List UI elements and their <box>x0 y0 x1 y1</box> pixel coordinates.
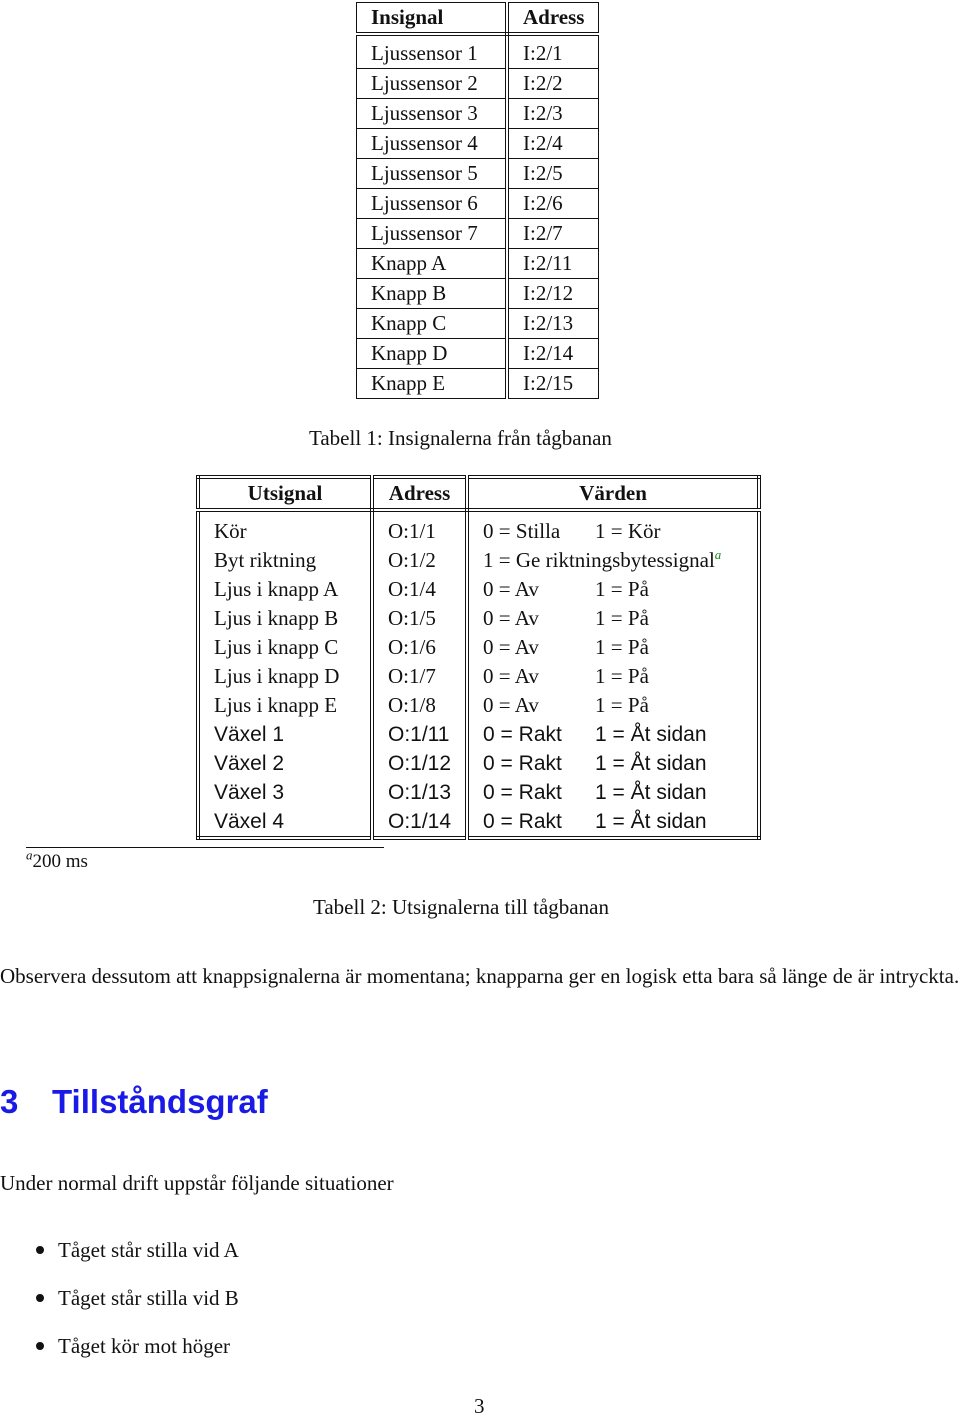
insignal-cell: Knapp A <box>357 249 508 279</box>
table-row <box>198 691 759 720</box>
values-cell <box>467 633 759 662</box>
address-cell: I:2/6 <box>507 189 599 219</box>
address-cell: I:2/4 <box>507 129 599 159</box>
bullet-item: Tåget står stilla vid A <box>36 1238 239 1263</box>
value-zero: 0 = Rakt <box>483 781 562 804</box>
value-zero: 0 = Av <box>483 635 539 659</box>
utsignal-cell: Ljus i knapp B <box>198 604 372 633</box>
table-row <box>198 778 759 807</box>
values-cell <box>467 546 759 575</box>
values-cell <box>467 749 759 778</box>
insignal-cell: Ljussensor 3 <box>357 99 508 129</box>
bullet-dot-icon <box>36 1342 44 1350</box>
address-cell: O:1/1 <box>372 510 467 546</box>
values-cell <box>467 662 759 691</box>
address-cell: I:2/14 <box>507 339 599 369</box>
table-row <box>357 339 599 369</box>
table-row <box>357 219 599 249</box>
values-cell <box>467 807 759 838</box>
address-cell: I:2/11 <box>507 249 599 279</box>
footnote-marker[interactable]: a <box>714 547 722 562</box>
address-cell: O:1/12 <box>372 749 467 778</box>
values-cell <box>467 778 759 807</box>
values-cell <box>467 604 759 633</box>
table2-header-varden: Värden <box>467 477 759 510</box>
insignal-cell: Knapp C <box>357 309 508 339</box>
bullet-item: Tåget står stilla vid B <box>36 1286 239 1311</box>
table-row <box>357 369 599 399</box>
address-cell: O:1/2 <box>372 546 467 575</box>
address-cell: I:2/13 <box>507 309 599 339</box>
address-cell: I:2/5 <box>507 159 599 189</box>
table-row <box>357 279 599 309</box>
utsignal-cell: Ljus i knapp C <box>198 633 372 662</box>
address-cell: I:2/2 <box>507 69 599 99</box>
table-row <box>198 662 759 691</box>
value-one: 1 = På <box>595 606 649 630</box>
table-row <box>357 99 599 129</box>
value-one: 1 = På <box>595 693 649 717</box>
insignal-cell: Knapp D <box>357 339 508 369</box>
value-one: 1 = Åt sidan <box>595 752 707 775</box>
bullet-dot-icon <box>36 1294 44 1302</box>
address-cell: O:1/7 <box>372 662 467 691</box>
utsignal-cell: Växel 1 <box>198 720 372 749</box>
address-cell: I:2/15 <box>507 369 599 399</box>
table-row <box>357 159 599 189</box>
value-zero: 0 = Av <box>483 577 539 601</box>
insignal-cell: Ljussensor 4 <box>357 129 508 159</box>
table2-caption: Tabell 2: Utsignalerna till tågbanan <box>313 895 609 919</box>
value-one: 1 = Kör <box>595 519 661 543</box>
section-number: 3 <box>0 1083 19 1120</box>
utsignal-cell: Kör <box>198 510 372 546</box>
value-one: 1 = Åt sidan <box>595 723 707 746</box>
table-row <box>357 189 599 219</box>
utsignal-cell: Ljus i knapp E <box>198 691 372 720</box>
table2-header-utsignal: Utsignal <box>198 477 372 510</box>
address-cell: O:1/4 <box>372 575 467 604</box>
table-row <box>198 807 759 838</box>
table-row <box>198 749 759 778</box>
values-cell <box>467 510 759 546</box>
table-row <box>198 546 759 575</box>
value-one: 1 = Åt sidan <box>595 781 707 804</box>
insignal-cell: Ljussensor 5 <box>357 159 508 189</box>
address-cell: O:1/5 <box>372 604 467 633</box>
address-cell: O:1/13 <box>372 778 467 807</box>
insignal-cell: Ljussensor 6 <box>357 189 508 219</box>
value-zero: 0 = Stilla <box>483 519 561 543</box>
value-zero: 0 = Av <box>483 664 539 688</box>
value-zero: 0 = Av <box>483 693 539 717</box>
table-row <box>357 249 599 279</box>
page-number: 3 <box>474 1394 485 1418</box>
address-cell: I:2/7 <box>507 219 599 249</box>
paragraph-normal-operation: Under normal drift uppstår följande situationer <box>0 1171 394 1195</box>
insignal-cell: Ljussensor 2 <box>357 69 508 99</box>
footnote-text: 200 ms <box>32 851 88 872</box>
table-row <box>357 69 599 99</box>
insignal-cell: Ljussensor 7 <box>357 219 508 249</box>
address-cell: O:1/6 <box>372 633 467 662</box>
address-cell: O:1/8 <box>372 691 467 720</box>
value-zero: 0 = Av <box>483 606 539 630</box>
insignal-cell: Knapp B <box>357 279 508 309</box>
footnote-marker: a <box>26 847 33 863</box>
table-row <box>357 309 599 339</box>
values-cell <box>467 575 759 604</box>
bullet-item: Tåget kör mot höger <box>36 1334 230 1359</box>
utsignal-cell: Växel 4 <box>198 807 372 838</box>
footnote <box>26 847 88 873</box>
table1-header-insignal: Insignal <box>357 3 508 35</box>
table-row <box>198 633 759 662</box>
address-cell: O:1/11 <box>372 720 467 749</box>
table2-header-adress: Adress <box>372 477 467 510</box>
section-heading <box>0 1083 268 1121</box>
utsignal-cell: Ljus i knapp D <box>198 662 372 691</box>
value-zero: 0 = Rakt <box>483 810 562 833</box>
output-signals-table <box>196 475 761 840</box>
values-cell <box>467 691 759 720</box>
paragraph-momentary-buttons: Observera dessutom att knappsignalerna är momentana; knapparna ger en logisk etta bara så länge de är intryckta. <box>0 964 960 988</box>
table1-header-adress: Adress <box>507 3 599 35</box>
section-title: Tillståndsgraf <box>52 1083 268 1120</box>
address-cell: I:2/12 <box>507 279 599 309</box>
value-zero: 0 = Rakt <box>483 723 562 746</box>
address-cell: O:1/14 <box>372 807 467 838</box>
insignal-cell: Knapp E <box>357 369 508 399</box>
table1-caption: Tabell 1: Insignalerna från tågbanan <box>309 426 612 450</box>
utsignal-cell: Byt riktning <box>198 546 372 575</box>
address-cell: I:2/3 <box>507 99 599 129</box>
utsignal-cell: Växel 2 <box>198 749 372 778</box>
table-row <box>198 604 759 633</box>
value-one: 1 = På <box>595 577 649 601</box>
value-one: 1 = Ge riktningsbytessignal <box>483 548 715 572</box>
insignal-cell: Ljussensor 1 <box>357 34 508 69</box>
value-one: 1 = På <box>595 635 649 659</box>
footnote-rule <box>26 847 384 848</box>
bullet-dot-icon <box>36 1246 44 1254</box>
utsignal-cell: Växel 3 <box>198 778 372 807</box>
table-row <box>357 34 599 69</box>
utsignal-cell: Ljus i knapp A <box>198 575 372 604</box>
input-signals-table <box>356 2 599 399</box>
value-zero: 0 = Rakt <box>483 752 562 775</box>
value-one: 1 = På <box>595 664 649 688</box>
address-cell: I:2/1 <box>523 41 563 65</box>
values-cell <box>467 720 759 749</box>
table-row <box>357 129 599 159</box>
value-one: 1 = Åt sidan <box>595 810 707 833</box>
table-row <box>198 510 759 546</box>
table-row <box>198 575 759 604</box>
table-row <box>198 720 759 749</box>
